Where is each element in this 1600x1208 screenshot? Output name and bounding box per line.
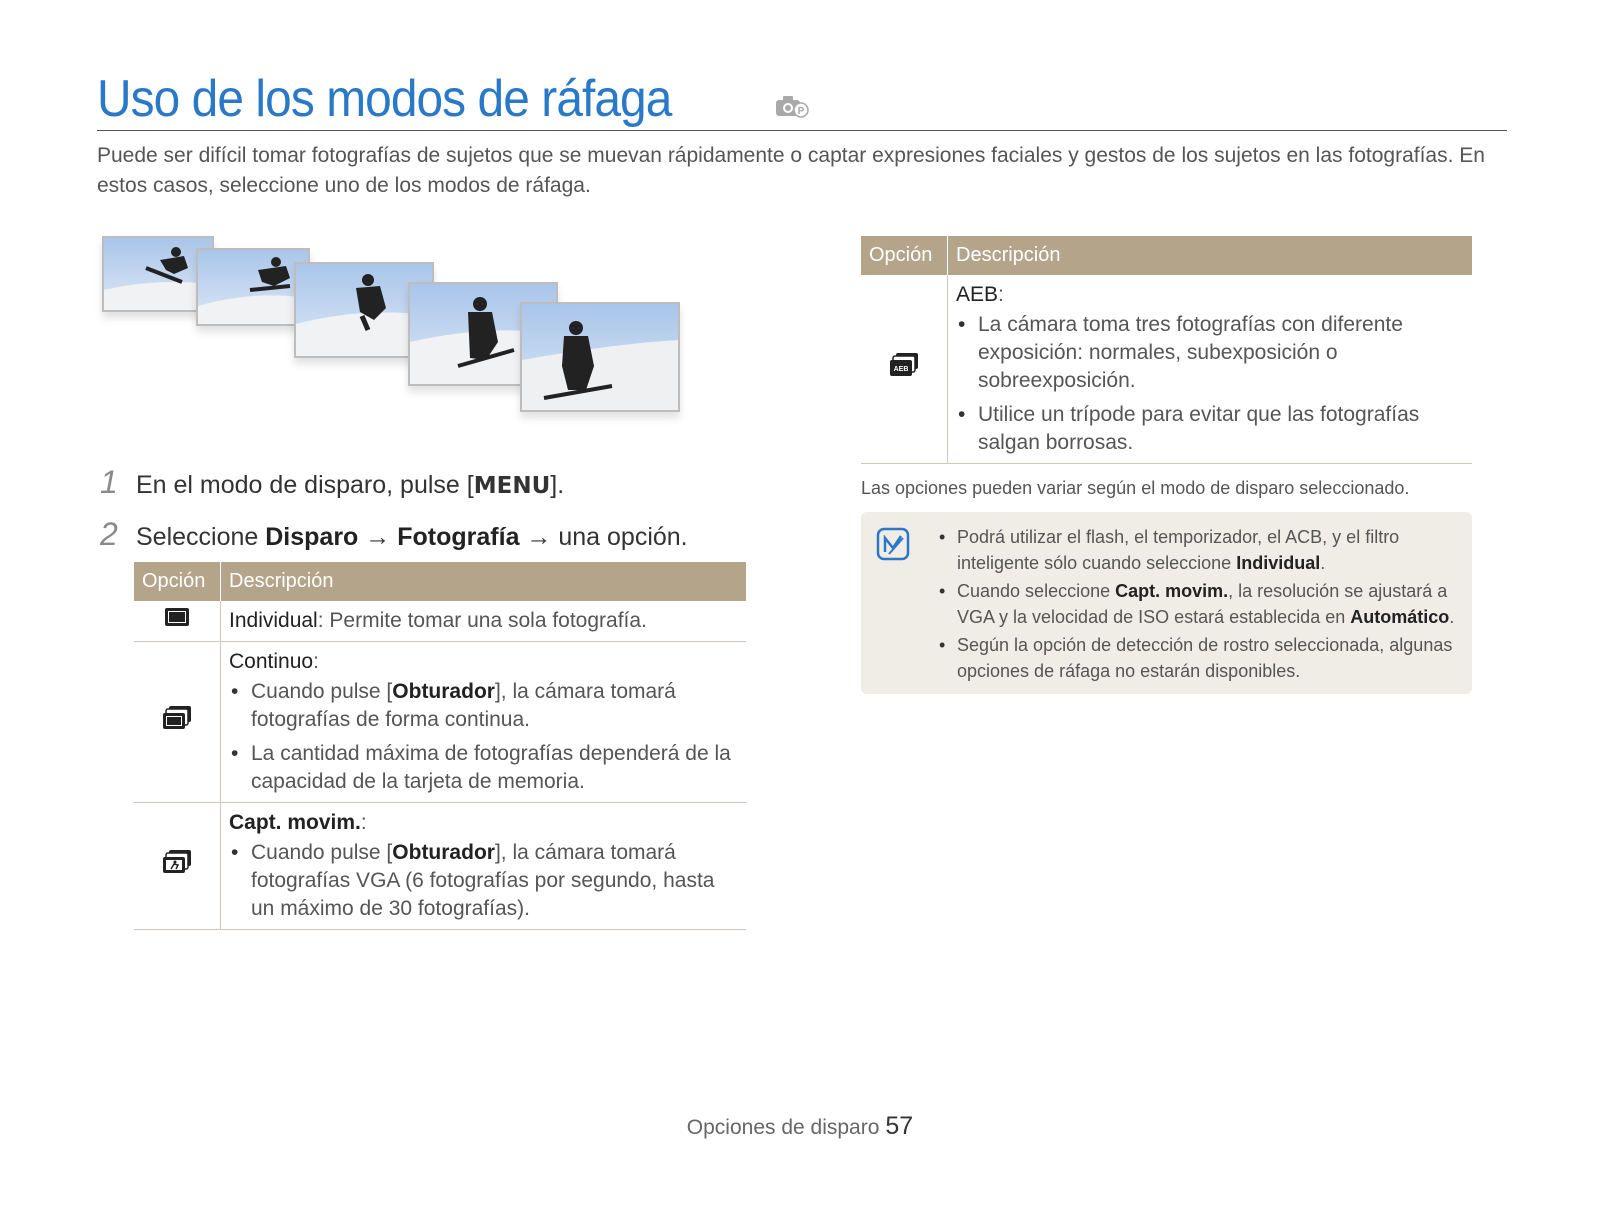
page-title: Uso de los modos de ráfaga <box>97 70 672 128</box>
note-bold: Individual <box>1236 553 1321 573</box>
bullet <box>229 678 738 734</box>
motion-capture-icon <box>162 849 192 875</box>
sep: : <box>317 609 330 632</box>
step-1 <box>100 464 564 501</box>
col-description: Descripción <box>948 236 1473 275</box>
burst-sequence-illustration <box>102 240 702 430</box>
page-title-bar <box>97 66 1507 131</box>
bullet-text: ], la cámara tomará fotografías de forma continua. <box>251 680 676 731</box>
single-shot-icon <box>164 607 190 627</box>
options-vary-note: Las opciones pueden variar según el modo de disparo seleccionado. <box>861 478 1410 498</box>
table-row <box>134 642 746 803</box>
bullet <box>229 839 738 923</box>
option-name: AEB <box>956 283 999 306</box>
note-bold: Automático <box>1350 607 1450 627</box>
note-text: . <box>1320 553 1326 573</box>
bullet: • Utilice un trípode para evitar que las fotografías salgan borrosas. <box>956 401 1464 457</box>
option-name: Individual <box>229 609 318 632</box>
bullet: • La cantidad máxima de fotografías dependerá de la capacidad de la tarjeta de memoria. <box>229 740 738 796</box>
option-name: Continuo <box>229 650 314 673</box>
bullet-text: Cuando pulse [ <box>251 680 393 703</box>
step-2 <box>100 516 688 553</box>
intro-paragraph: Puede ser difícil tomar fotografías de sujetos que se muevan rápidamente o captar expresiones faciales y gestos de los sujetos en las fotografías. En estos casos, seleccione uno de los modos de ráfaga. <box>97 144 1485 197</box>
bullet: • La cámara toma tres fotografías con diferente exposición: normales, subexposición o sobreexposición. <box>956 311 1464 395</box>
step-text: En el modo de disparo, pulse [ <box>136 471 474 499</box>
table-row <box>134 803 746 930</box>
step-number: 2 <box>100 516 118 552</box>
col-option: Opción <box>134 562 221 601</box>
note-pencil-icon <box>875 526 911 562</box>
footer-section: Opciones de disparo <box>686 1116 880 1139</box>
shutter-label: Obturador <box>392 680 495 703</box>
burst-photo-5 <box>520 302 680 412</box>
note-text: Según la opción de detección de rostro seleccionada, algunas opciones de ráfaga no estarán disponibles. <box>957 635 1453 681</box>
note-box <box>861 512 1472 694</box>
note-text: , la resolución se ajustará a VGA y la velocidad de ISO estará establecida en <box>957 581 1448 627</box>
camera-program-mode-icon <box>775 94 809 118</box>
col-option: Opción <box>861 236 948 275</box>
table-row <box>861 275 1472 464</box>
step-text-end: → una opción. <box>519 523 688 551</box>
burst-options-table <box>134 562 746 930</box>
note-text: Podrá utilizar el flash, el temporizador, el ACB, y el filtro inteligente sólo cuando seleccione <box>957 527 1400 573</box>
option-description: Permite tomar una sola fotografía. <box>329 609 647 632</box>
continuous-shot-icon <box>162 705 192 731</box>
sep: : <box>360 811 367 834</box>
aeb-options-table <box>861 236 1472 464</box>
aeb-icon <box>889 352 919 378</box>
col-description: Descripción <box>221 562 747 601</box>
menu-key-label: MENU <box>473 473 551 499</box>
sep: : <box>313 650 319 673</box>
menu-disparo: Disparo <box>265 523 359 551</box>
shutter-label: Obturador <box>392 841 495 864</box>
page-number: 57 <box>885 1112 914 1140</box>
burst-photo-2 <box>196 248 310 326</box>
note-item <box>935 524 1455 576</box>
arrow: → <box>358 523 398 551</box>
page-footer <box>0 1112 1600 1141</box>
step-text: Seleccione <box>136 523 266 551</box>
note-text: . <box>1449 607 1455 627</box>
note-text: Cuando seleccione <box>957 581 1116 601</box>
menu-fotografia: Fotografía <box>397 523 520 551</box>
note-bold: Capt. movim. <box>1115 581 1229 601</box>
note-item <box>935 632 1455 684</box>
bullet-text: ], la cámara tomará fotografías VGA (6 fotografías por segundo, hasta un máximo de 30 fotografías). <box>251 841 715 920</box>
bullet-text: Cuando pulse [ <box>251 841 393 864</box>
step-text-end: ]. <box>550 471 565 499</box>
table-row <box>134 601 746 642</box>
note-item <box>935 578 1455 630</box>
option-name: Capt. movim. <box>229 811 361 834</box>
svg-text:P: P <box>797 106 805 117</box>
sep: : <box>998 283 1004 306</box>
step-number: 1 <box>100 464 118 500</box>
svg-text:AEB: AEB <box>893 366 909 373</box>
